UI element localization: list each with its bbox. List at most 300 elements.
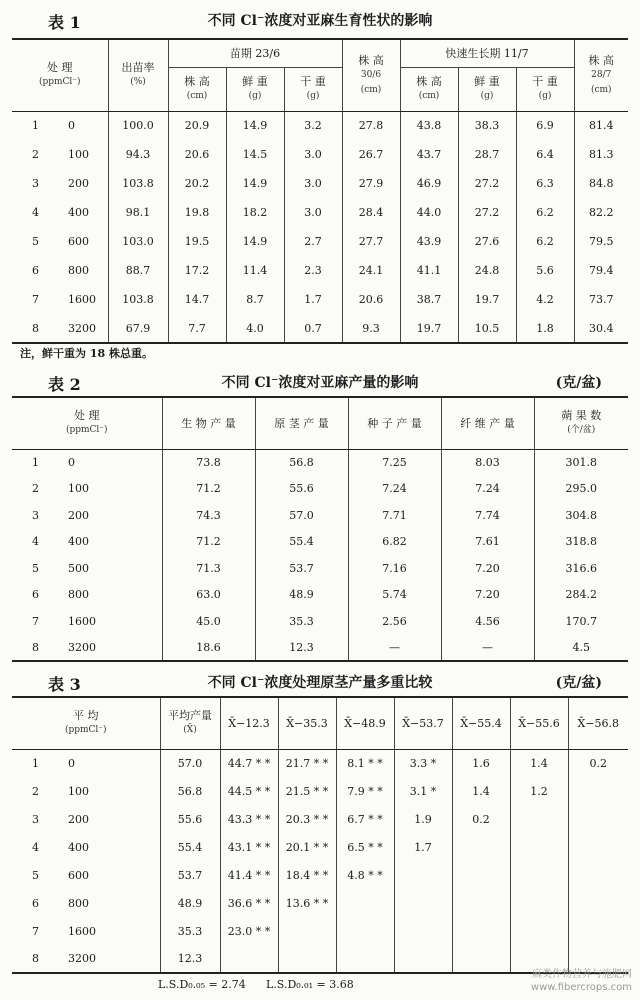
row-number: 7 xyxy=(32,293,39,306)
cell-c6 xyxy=(510,889,568,917)
row-number: 4 xyxy=(32,840,39,854)
table1-number: 表 1 xyxy=(48,13,81,32)
cell-mean: 55.6 xyxy=(160,805,220,833)
treatment-cell xyxy=(12,476,162,503)
table2-number: 表 2 xyxy=(48,375,81,394)
lsd-001: L.S.D₀.₀₁ = 3.68 xyxy=(266,978,354,991)
concentration: 400 xyxy=(68,206,89,219)
cell-mean: 48.9 xyxy=(160,889,220,917)
table1-header-fast-height xyxy=(400,67,458,111)
cell-c4: 3.1 * xyxy=(394,777,452,805)
row-number: 5 xyxy=(32,868,39,882)
cell-stem: 48.9 xyxy=(255,582,348,609)
cell-stem: 56.8 xyxy=(255,449,348,476)
treatment-cell xyxy=(12,285,108,314)
cell-c1: 44.5 * * xyxy=(220,777,278,805)
cell-sd: 3.0 xyxy=(284,169,342,198)
cell-mean: 55.4 xyxy=(160,833,220,861)
cell-ff: 38.3 xyxy=(458,111,516,140)
height-306-label: 株 高 xyxy=(358,53,384,67)
cell-c5: 0.2 xyxy=(452,805,510,833)
concentration: 1600 xyxy=(68,293,96,306)
cell-stem: 55.6 xyxy=(255,476,348,503)
cell-emerg: 103.0 xyxy=(108,227,168,256)
row-number: 6 xyxy=(32,896,39,910)
table2-header-fiber: 纤 维 产 量 xyxy=(441,397,534,449)
cell-c3: 8.1 * * xyxy=(336,749,394,777)
cell-fh: 19.7 xyxy=(400,314,458,343)
cell-cap: 301.8 xyxy=(534,449,628,476)
row-number: 8 xyxy=(32,640,39,654)
cell-c6 xyxy=(510,833,568,861)
treatment-unit: (ppmCl⁻) xyxy=(38,77,81,88)
cell-mean: 57.0 xyxy=(160,749,220,777)
row-number: 5 xyxy=(32,561,39,575)
table1-header-seedling-fresh xyxy=(226,67,284,111)
emergence-unit: (%) xyxy=(130,77,146,88)
cell-c3: 6.5 * * xyxy=(336,833,394,861)
treatment-cell xyxy=(12,140,108,169)
cell-c3: 7.9 * * xyxy=(336,777,394,805)
fast-height-label: 株 高 xyxy=(416,75,442,88)
cell-fiber: 4.56 xyxy=(441,608,534,635)
table2 xyxy=(12,396,628,662)
cell-fiber: — xyxy=(441,635,534,662)
row-number: 4 xyxy=(32,206,39,219)
table-row xyxy=(12,169,628,198)
seedling-height-label: 株 高 xyxy=(184,75,210,88)
height-287-date: 28/7 xyxy=(591,69,612,80)
cell-c3: 6.7 * * xyxy=(336,805,394,833)
cell-sf: 14.9 xyxy=(226,227,284,256)
table3-header-mean xyxy=(160,697,220,749)
treatment-cell xyxy=(12,314,108,343)
concentration: 200 xyxy=(68,508,89,522)
cell-mean: 12.3 xyxy=(160,945,220,973)
cell-c3 xyxy=(336,889,394,917)
cell-c1: 36.6 * * xyxy=(220,889,278,917)
table2-body xyxy=(12,449,628,661)
table-row xyxy=(12,749,628,777)
treatment-cell xyxy=(12,198,108,227)
treatment-cell xyxy=(12,502,162,529)
cell-fh: 46.9 xyxy=(400,169,458,198)
cell-sf: 18.2 xyxy=(226,198,284,227)
cell-c4 xyxy=(394,889,452,917)
cell-h287: 81.4 xyxy=(574,111,628,140)
table3-title-bar xyxy=(0,668,640,694)
cell-c4 xyxy=(394,917,452,945)
cell-sh: 19.8 xyxy=(168,198,226,227)
row-number: 2 xyxy=(32,148,39,161)
cell-sh: 20.6 xyxy=(168,140,226,169)
cell-c7 xyxy=(568,889,628,917)
row-number: 7 xyxy=(32,614,39,628)
cell-emerg: 98.1 xyxy=(108,198,168,227)
cell-c1: 43.3 * * xyxy=(220,805,278,833)
t3-treatment-unit: (ppmCl⁻) xyxy=(64,725,107,736)
cell-h287: 30.4 xyxy=(574,314,628,343)
table2-header-seed: 种 子 产 量 xyxy=(348,397,441,449)
cell-sd: 0.7 xyxy=(284,314,342,343)
row-number: 1 xyxy=(32,756,39,770)
concentration: 800 xyxy=(68,264,89,277)
cell-fh: 43.9 xyxy=(400,227,458,256)
cell-ff: 10.5 xyxy=(458,314,516,343)
table-row xyxy=(12,285,628,314)
row-number: 4 xyxy=(32,535,39,549)
table3-title: 不同 Cl⁻浓度处理原茎产量多重比较 xyxy=(207,675,433,691)
cell-c6: 1.4 xyxy=(510,749,568,777)
cell-fd: 6.3 xyxy=(516,169,574,198)
cell-c1: 41.4 * * xyxy=(220,861,278,889)
treatment-cell xyxy=(12,582,162,609)
cell-seed: 7.25 xyxy=(348,449,441,476)
cell-c3 xyxy=(336,945,394,973)
cell-fiber: 7.61 xyxy=(441,529,534,556)
treatment-cell xyxy=(12,917,160,945)
concentration: 1600 xyxy=(68,614,96,628)
table-row xyxy=(12,256,628,285)
row-number: 1 xyxy=(32,119,39,133)
cell-mean: 35.3 xyxy=(160,917,220,945)
cell-h306: 24.1 xyxy=(342,256,400,285)
cell-c2 xyxy=(278,945,336,973)
concentration: 800 xyxy=(68,896,89,910)
table3-header-c2: X̄−35.3 xyxy=(278,697,336,749)
table3-header-treatment xyxy=(12,697,160,749)
row-number: 3 xyxy=(32,812,39,826)
cell-sd: 2.7 xyxy=(284,227,342,256)
cell-fd: 4.2 xyxy=(516,285,574,314)
cell-fiber: 7.24 xyxy=(441,476,534,503)
cell-seed: 2.56 xyxy=(348,608,441,635)
cell-h306: 20.6 xyxy=(342,285,400,314)
height-287-label: 株 高 xyxy=(588,53,615,67)
cell-bio: 74.3 xyxy=(162,502,255,529)
watermark-line1: 麻类作物营养与施肥网 xyxy=(532,969,632,980)
cell-c1: 44.7 * * xyxy=(220,749,278,777)
fast-height-unit: (cm) xyxy=(418,91,440,101)
cell-seed: 5.74 xyxy=(348,582,441,609)
cell-c5 xyxy=(452,833,510,861)
concentration: 100 xyxy=(68,482,89,496)
concentration: 600 xyxy=(68,868,89,882)
table1-header-treatment xyxy=(12,39,108,111)
treatment-cell xyxy=(12,169,108,198)
cell-cap: 316.6 xyxy=(534,555,628,582)
cell-c5: 1.6 xyxy=(452,749,510,777)
cell-c1 xyxy=(220,945,278,973)
treatment-cell xyxy=(12,945,160,973)
table3-header-c6: X̄−55.6 xyxy=(510,697,568,749)
table3-unit: (克/盆) xyxy=(555,675,602,691)
cell-sd: 2.3 xyxy=(284,256,342,285)
cell-cap: 304.8 xyxy=(534,502,628,529)
cell-c4: 3.3 * xyxy=(394,749,452,777)
cell-sh: 7.7 xyxy=(168,314,226,343)
concentration: 0 xyxy=(68,456,75,469)
cell-c4: 1.7 xyxy=(394,833,452,861)
cell-sd: 3.0 xyxy=(284,140,342,169)
table2-header-stem: 原 茎 产 量 xyxy=(255,397,348,449)
cell-sd: 3.0 xyxy=(284,198,342,227)
cell-c5 xyxy=(452,945,510,973)
cell-c6 xyxy=(510,917,568,945)
mean-unit: (X̄) xyxy=(183,725,197,736)
cell-bio: 71.2 xyxy=(162,476,255,503)
watermark-line2: www.fibercrops.com xyxy=(530,982,632,993)
cell-sf: 11.4 xyxy=(226,256,284,285)
table-row xyxy=(12,198,628,227)
treatment-cell xyxy=(12,227,108,256)
cell-sd: 3.2 xyxy=(284,111,342,140)
cell-bio: 45.0 xyxy=(162,608,255,635)
watermark xyxy=(531,968,632,994)
table-row xyxy=(12,917,628,945)
table1-header-seedling-group: 苗期 23/6 xyxy=(168,39,342,67)
table-row xyxy=(12,140,628,169)
table-row xyxy=(12,889,628,917)
table1-header-fast-dry xyxy=(516,67,574,111)
height-306-unit: (cm) xyxy=(360,84,382,95)
treatment-cell xyxy=(12,529,162,556)
cell-stem: 57.0 xyxy=(255,502,348,529)
table-row xyxy=(12,227,628,256)
table3-header-c3: X̄−48.9 xyxy=(336,697,394,749)
cell-seed: 6.82 xyxy=(348,529,441,556)
table-row xyxy=(12,582,628,609)
treatment-cell xyxy=(12,777,160,805)
cell-h287: 79.5 xyxy=(574,227,628,256)
table-row xyxy=(12,314,628,343)
table2-unit: (克/盆) xyxy=(555,375,602,391)
table1 xyxy=(12,38,628,344)
concentration: 400 xyxy=(68,535,89,549)
table1-header-seedling-dry xyxy=(284,67,342,111)
cell-seed: 7.24 xyxy=(348,476,441,503)
cell-c7 xyxy=(568,833,628,861)
cell-c7 xyxy=(568,777,628,805)
cell-c4 xyxy=(394,861,452,889)
cell-ff: 27.6 xyxy=(458,227,516,256)
cell-h306: 9.3 xyxy=(342,314,400,343)
cell-h306: 27.7 xyxy=(342,227,400,256)
cell-sh: 14.7 xyxy=(168,285,226,314)
cell-stem: 35.3 xyxy=(255,608,348,635)
treatment-cell xyxy=(12,608,162,635)
table3-number: 表 3 xyxy=(48,675,81,694)
cell-fd: 6.9 xyxy=(516,111,574,140)
t2-treatment-unit: (ppmCl⁻) xyxy=(65,425,108,436)
cell-ff: 24.8 xyxy=(458,256,516,285)
cell-stem: 53.7 xyxy=(255,555,348,582)
table3-header-c1: X̄−12.3 xyxy=(220,697,278,749)
concentration: 800 xyxy=(68,588,89,602)
cell-cap: 295.0 xyxy=(534,476,628,503)
cell-cap: 170.7 xyxy=(534,608,628,635)
table-row xyxy=(12,805,628,833)
lsd-005: L.S.D₀.₀₅ = 2.74 xyxy=(158,978,246,991)
cell-h306: 28.4 xyxy=(342,198,400,227)
table3-header-c7: X̄−56.8 xyxy=(568,697,628,749)
cell-fh: 38.7 xyxy=(400,285,458,314)
cell-cap: 4.5 xyxy=(534,635,628,662)
cell-ff: 27.2 xyxy=(458,198,516,227)
cell-sh: 20.2 xyxy=(168,169,226,198)
cell-fiber: 7.20 xyxy=(441,582,534,609)
cell-seed: 7.16 xyxy=(348,555,441,582)
cell-ff: 19.7 xyxy=(458,285,516,314)
cell-c7 xyxy=(568,917,628,945)
fast-fresh-unit: (g) xyxy=(480,91,494,101)
cell-bio: 71.3 xyxy=(162,555,255,582)
table-row xyxy=(12,529,628,556)
cell-bio: 18.6 xyxy=(162,635,255,662)
row-number: 1 xyxy=(32,456,39,469)
cell-sf: 14.9 xyxy=(226,169,284,198)
table1-title-bar xyxy=(0,6,640,32)
mean-label: 平均产量 xyxy=(168,709,212,723)
t2-treatment-label: 处 理 xyxy=(74,409,100,423)
cell-emerg: 103.8 xyxy=(108,285,168,314)
table-row xyxy=(12,449,628,476)
cell-c3: 4.8 * * xyxy=(336,861,394,889)
table2-header-capsule xyxy=(534,397,628,449)
table1-title: 不同 Cl⁻浓度对亚麻生育性状的影响 xyxy=(207,13,433,29)
cell-emerg: 88.7 xyxy=(108,256,168,285)
concentration: 0 xyxy=(68,756,75,770)
cell-h306: 27.9 xyxy=(342,169,400,198)
cell-fiber: 8.03 xyxy=(441,449,534,476)
cell-stem: 55.4 xyxy=(255,529,348,556)
treatment-cell xyxy=(12,555,162,582)
concentration: 3200 xyxy=(68,321,96,335)
cell-c4: 1.9 xyxy=(394,805,452,833)
t3-treatment-label: 平 均 xyxy=(73,709,99,723)
cell-sh: 19.5 xyxy=(168,227,226,256)
cell-sd: 1.7 xyxy=(284,285,342,314)
concentration: 100 xyxy=(68,148,89,161)
cell-fd: 6.2 xyxy=(516,227,574,256)
height-306-date: 30/6 xyxy=(360,69,382,80)
cell-emerg: 67.9 xyxy=(108,314,168,343)
seedling-dry-label: 干 重 xyxy=(300,75,326,88)
seedling-height-unit: (cm) xyxy=(186,91,208,101)
table3-header-c4: X̄−53.7 xyxy=(394,697,452,749)
capsule-unit: (个/盆) xyxy=(567,425,596,436)
row-number: 2 xyxy=(32,784,39,798)
cell-fd: 6.4 xyxy=(516,140,574,169)
cell-h287: 81.3 xyxy=(574,140,628,169)
cell-c2: 21.7 * * xyxy=(278,749,336,777)
table3 xyxy=(12,696,628,974)
concentration: 200 xyxy=(68,177,89,190)
cell-fiber: 7.74 xyxy=(441,502,534,529)
table-row xyxy=(12,608,628,635)
height-287-unit: (cm) xyxy=(590,84,612,95)
cell-ff: 28.7 xyxy=(458,140,516,169)
treatment-label: 处 理 xyxy=(47,61,73,75)
table1-header-emergence xyxy=(108,39,168,111)
cell-seed: 7.71 xyxy=(348,502,441,529)
concentration: 0 xyxy=(68,119,75,133)
cell-sf: 4.0 xyxy=(226,314,284,343)
cell-c2: 13.6 * * xyxy=(278,889,336,917)
cell-c6: 1.2 xyxy=(510,777,568,805)
cell-stem: 12.3 xyxy=(255,635,348,662)
table-row xyxy=(12,833,628,861)
cell-c7: 0.2 xyxy=(568,749,628,777)
capsule-label: 蒴 果 数 xyxy=(561,409,602,423)
cell-c4 xyxy=(394,945,452,973)
cell-c5: 1.4 xyxy=(452,777,510,805)
cell-h287: 73.7 xyxy=(574,285,628,314)
cell-bio: 73.8 xyxy=(162,449,255,476)
cell-fh: 43.8 xyxy=(400,111,458,140)
cell-sh: 17.2 xyxy=(168,256,226,285)
cell-c2 xyxy=(278,917,336,945)
seedling-fresh-unit: (g) xyxy=(248,91,262,101)
treatment-cell xyxy=(12,749,160,777)
cell-sf: 8.7 xyxy=(226,285,284,314)
emergence-label: 出苗率 xyxy=(121,61,155,75)
table1-header-height-287 xyxy=(574,39,628,111)
concentration: 500 xyxy=(68,561,89,575)
cell-c2: 21.5 * * xyxy=(278,777,336,805)
concentration: 200 xyxy=(68,812,89,826)
fast-dry-label: 干 重 xyxy=(532,75,558,88)
cell-h287: 79.4 xyxy=(574,256,628,285)
cell-c1: 23.0 * * xyxy=(220,917,278,945)
cell-cap: 284.2 xyxy=(534,582,628,609)
cell-h306: 27.8 xyxy=(342,111,400,140)
cell-seed: — xyxy=(348,635,441,662)
seedling-fresh-label: 鲜 重 xyxy=(242,75,268,88)
table1-header-fast-group: 快速生长期 11/7 xyxy=(400,39,574,67)
cell-h287: 82.2 xyxy=(574,198,628,227)
cell-c6 xyxy=(510,861,568,889)
table2-header-bio: 生 物 产 量 xyxy=(162,397,255,449)
fast-dry-unit: (g) xyxy=(538,91,552,101)
cell-c6 xyxy=(510,805,568,833)
seedling-dry-unit: (g) xyxy=(306,91,320,101)
concentration: 1600 xyxy=(68,924,96,938)
concentration: 600 xyxy=(68,235,89,248)
treatment-cell xyxy=(12,889,160,917)
cell-c1: 43.1 * * xyxy=(220,833,278,861)
cell-fh: 44.0 xyxy=(400,198,458,227)
table1-header-height-306 xyxy=(342,39,400,111)
treatment-cell xyxy=(12,256,108,285)
treatment-cell xyxy=(12,861,160,889)
cell-c7 xyxy=(568,805,628,833)
row-number: 5 xyxy=(32,235,39,248)
row-number: 8 xyxy=(32,952,39,965)
cell-fh: 43.7 xyxy=(400,140,458,169)
cell-c2: 18.4 * * xyxy=(278,861,336,889)
cell-bio: 63.0 xyxy=(162,582,255,609)
concentration: 3200 xyxy=(68,640,96,654)
table3-body xyxy=(12,749,628,973)
table1-note: 注，鲜干重为 18 株总重。 xyxy=(20,347,153,360)
cell-c7 xyxy=(568,861,628,889)
row-number: 7 xyxy=(32,924,39,938)
cell-bio: 71.2 xyxy=(162,529,255,556)
table1-header-seedling-height xyxy=(168,67,226,111)
cell-h287: 84.8 xyxy=(574,169,628,198)
cell-fd: 6.2 xyxy=(516,198,574,227)
